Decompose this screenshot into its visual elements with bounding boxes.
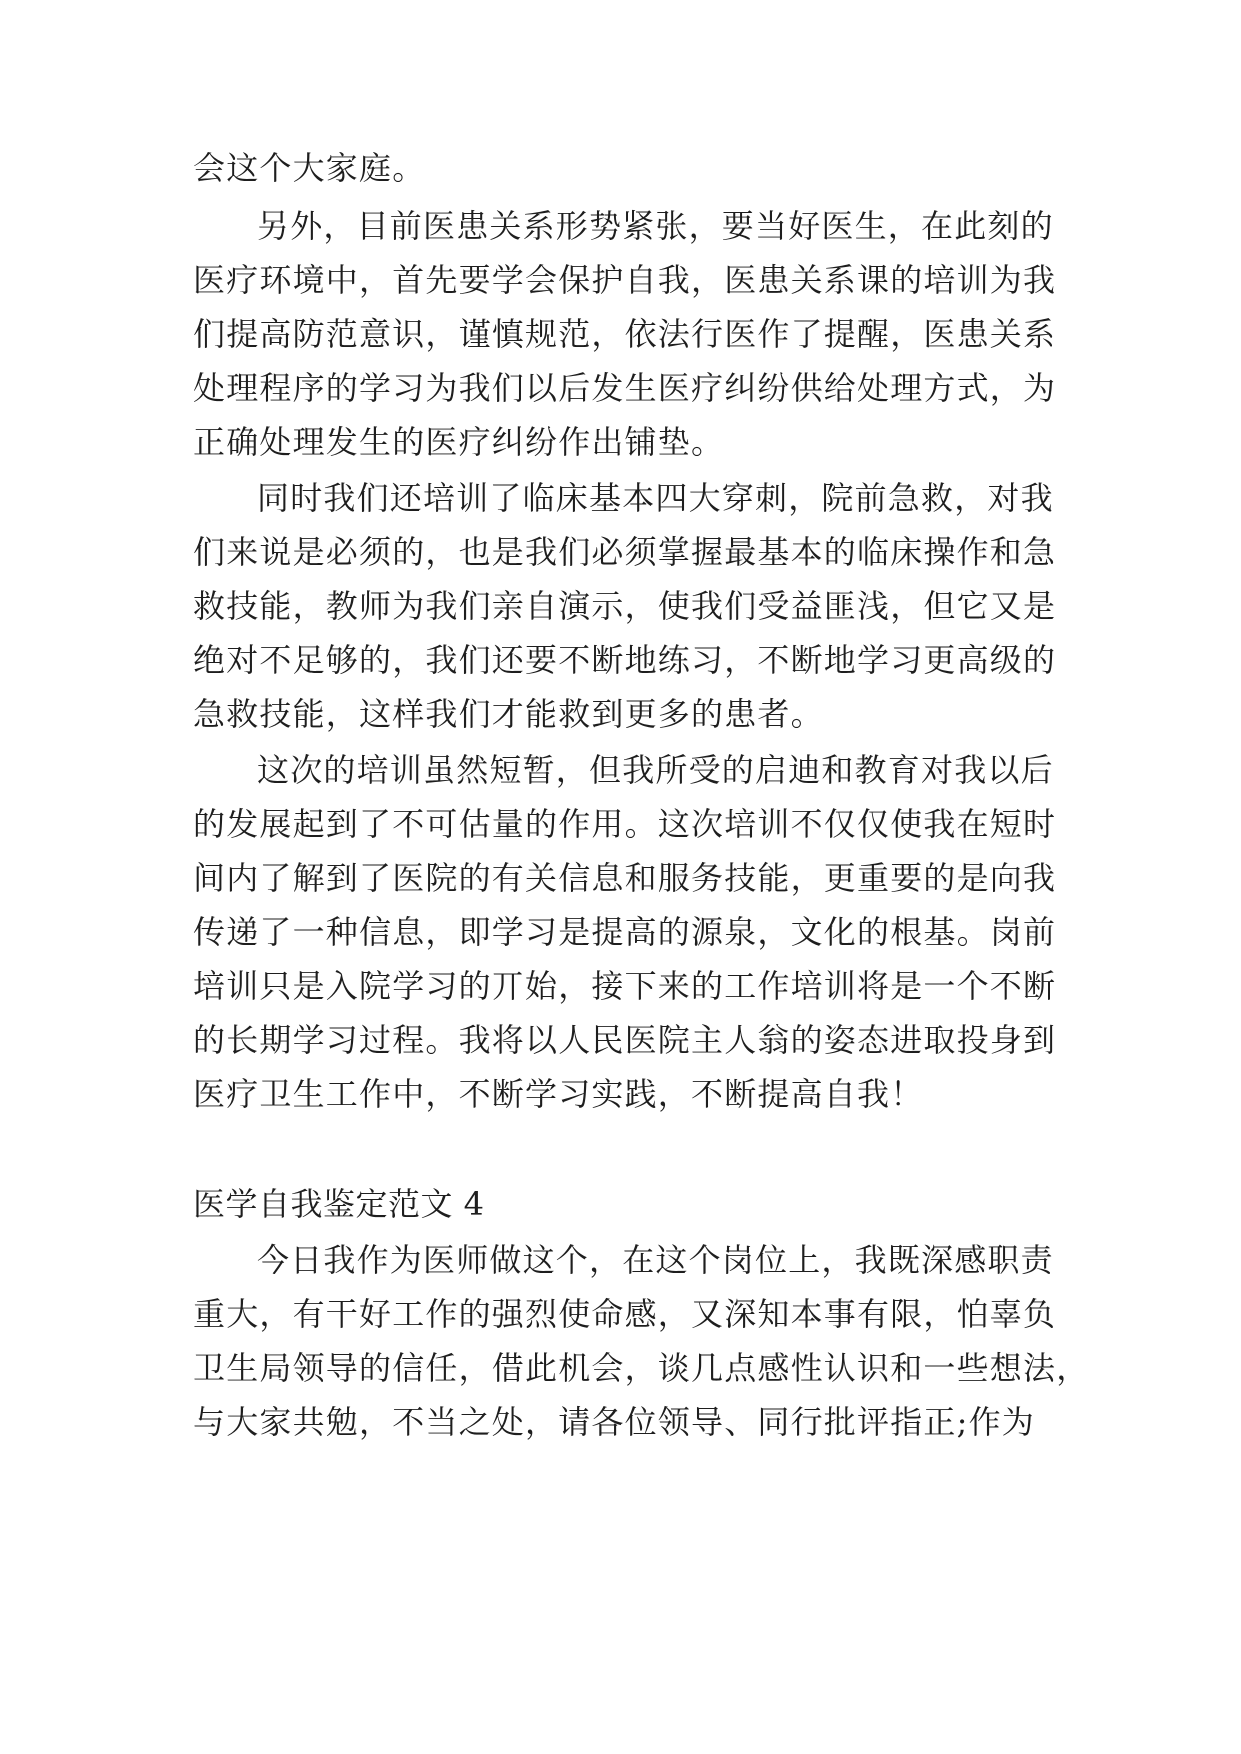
paragraph-line: 急救技能，这样我们才能救到更多的患者。	[193, 695, 824, 733]
paragraph-line: 救技能，教师为我们亲自演示，使我们受益匪浅，但它又是	[193, 587, 1057, 625]
paragraph-line: 今日我作为医师做这个，在这个岗位上，我既深感职责	[257, 1241, 1054, 1279]
section-heading: 医学自我鉴定范文 4	[193, 1185, 485, 1223]
paragraph-line: 培训只是入院学习的丌始，接下来的工作培训将是一个不断	[193, 967, 1057, 1005]
paragraph-line: 另外，目前医患关系形势紧张，要当好医生，在此刻的	[257, 207, 1054, 245]
paragraph-line: 绝对不足够的，我们还要不断地练习，不断地学习更高级的	[193, 641, 1057, 679]
paragraph-line: 处理程序的学习为我们以后发生医疗纠纷供给处理方式，为	[193, 369, 1057, 407]
paragraph-line: 同时我们还培训了临床基本四大穿刺，院前急救，对我	[257, 479, 1054, 517]
paragraph-line: 重大，有干好工作的强烈使命感，又深知本事有限，怕辜负	[193, 1295, 1057, 1333]
paragraph-line: 医疗卫生工作中，不断学习实践，不断提高自我！	[193, 1075, 924, 1113]
paragraph-line: 间内了解到了医院的有关信息和服务技能，更重要的是向我	[193, 859, 1057, 897]
paragraph-line: 们来说是必须的，也是我们必须掌握最基本的临床操作和急	[193, 533, 1057, 571]
paragraph-line: 会这个大家庭。	[193, 149, 426, 187]
paragraph-line: 正确处理发生的医疗纠纷作出铺垫。	[193, 423, 725, 461]
paragraph-line: 这次的培训虽然短暂，但我所受的启迪和教育对我以后	[257, 751, 1054, 789]
paragraph-line: 医疗环境中，首先要学会保护自我，医患关系课的培训为我	[193, 261, 1057, 299]
paragraph-line: 的发展起到了不可估量的作用。这次培训不仅仅使我在短时	[193, 805, 1057, 843]
paragraph-line: 卫生局领导的信任，借此机会，谈几点感性认识和一些想法，	[193, 1349, 1090, 1387]
paragraph-line: 们提高防范意识，谨慎规范，依法行医作了提醒，医患关系	[193, 315, 1057, 353]
paragraph-line: 传递了一种信息，即学习是提高的源泉，文化的根基。岗前	[193, 913, 1057, 951]
paragraph-line: 与大家共勉，不当之处，请各位领导、同行批评指正;作为	[193, 1403, 1035, 1441]
paragraph-line: 的长期学习过程。我将以人民医院主人翁的姿态进取投身到	[193, 1021, 1057, 1059]
